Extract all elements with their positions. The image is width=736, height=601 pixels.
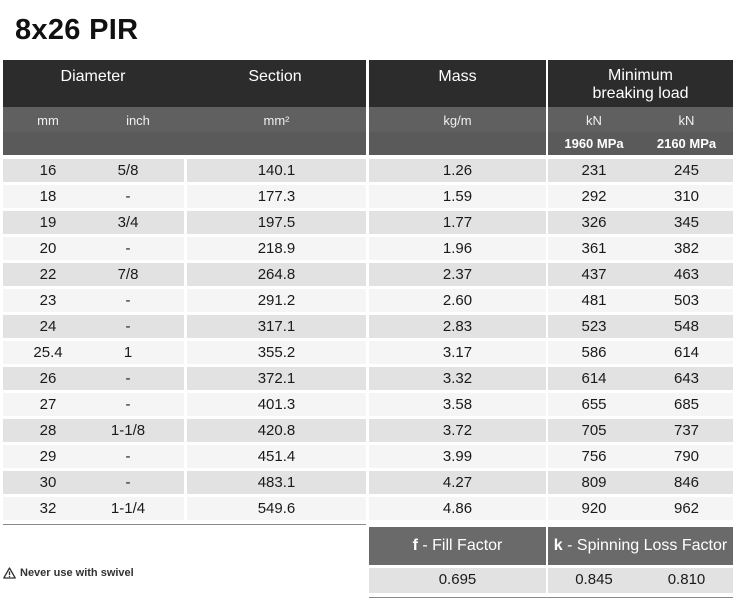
unit-inch: inch xyxy=(126,113,150,128)
cell-diameter-inch: 1-1/4 xyxy=(110,500,146,517)
table-row xyxy=(0,211,736,234)
cell-diameter-inch: 1-1/8 xyxy=(110,422,146,439)
subheader-blank-mass xyxy=(369,132,546,155)
cell-breaking-1960: 523 xyxy=(581,318,607,335)
cell-section: 451.4 xyxy=(257,448,296,465)
cell-breaking-2160: 463 xyxy=(673,266,700,283)
cell-breaking-2160: 548 xyxy=(673,318,700,335)
cell-diameter-mm: 19 xyxy=(39,214,57,231)
unit-kn-1: kN xyxy=(586,113,602,128)
table-row xyxy=(0,237,736,260)
table-bottom-divider xyxy=(3,524,366,525)
fill-factor-value: 0.695 xyxy=(438,571,477,588)
cell-diameter-mm: 32 xyxy=(39,500,57,517)
cell-breaking-1960: 809 xyxy=(581,474,607,491)
units-row-breaking xyxy=(548,107,733,132)
cell-breaking-1960: 655 xyxy=(581,396,607,413)
cell-breaking-1960: 705 xyxy=(581,422,607,439)
warning-text: Never use with swivel xyxy=(20,567,134,579)
fill-factor-title xyxy=(369,537,546,555)
cell-diameter-mm: 30 xyxy=(39,474,57,491)
table-row xyxy=(0,419,736,442)
cell-section: 355.2 xyxy=(257,344,296,361)
cell-breaking-2160: 310 xyxy=(673,188,700,205)
cell-mass: 2.60 xyxy=(442,292,473,309)
cell-breaking-2160: 643 xyxy=(673,370,700,387)
cell-diameter-mm: 28 xyxy=(39,422,57,439)
spinning-loss-title xyxy=(548,537,733,555)
table-row xyxy=(0,185,736,208)
fill-factor-symbol: f xyxy=(412,537,418,554)
cell-diameter-mm: 25.4 xyxy=(33,344,63,361)
cell-breaking-2160: 503 xyxy=(673,292,700,309)
grade-1960: 1960 MPa xyxy=(564,136,624,151)
header-diameter-label: Diameter xyxy=(60,68,126,85)
header-diameter-section xyxy=(3,60,366,107)
cell-breaking-2160: 846 xyxy=(673,474,700,491)
table-row xyxy=(0,445,736,468)
grade-2160: 2160 MPa xyxy=(656,136,717,151)
cell-diameter-inch: - xyxy=(125,448,131,465)
cell-breaking-2160: 614 xyxy=(673,344,700,361)
cell-diameter-inch: - xyxy=(125,396,131,413)
cell-diameter-mm: 24 xyxy=(39,318,57,335)
header-mass xyxy=(369,60,546,107)
cell-diameter-inch: 5/8 xyxy=(117,162,139,179)
table-row xyxy=(0,263,736,286)
cell-breaking-1960: 481 xyxy=(581,292,607,309)
cell-mass: 1.96 xyxy=(442,240,473,257)
cell-mass: 3.58 xyxy=(442,396,473,413)
cell-diameter-inch: 1 xyxy=(123,344,133,361)
cell-diameter-mm: 18 xyxy=(39,188,57,205)
subheader-blank-left xyxy=(3,132,366,155)
header-mass-label: Mass xyxy=(438,68,477,85)
cell-diameter-mm: 16 xyxy=(39,162,57,179)
cell-mass: 3.32 xyxy=(442,370,473,387)
table-row xyxy=(0,341,736,364)
cell-mass: 1.77 xyxy=(442,214,473,231)
cell-section: 218.9 xyxy=(257,240,296,257)
cell-breaking-1960: 231 xyxy=(581,162,607,179)
unit-mm2: mm² xyxy=(263,113,290,128)
cell-diameter-inch: - xyxy=(125,370,131,387)
spinning-loss-label: - Spinning Loss Factor xyxy=(562,537,728,554)
cell-breaking-1960: 361 xyxy=(581,240,607,257)
spinning-loss-value-2160: 0.810 xyxy=(667,571,706,588)
cell-mass: 4.27 xyxy=(442,474,473,491)
unit-kgm: kg/m xyxy=(443,113,472,128)
cell-breaking-1960: 437 xyxy=(581,266,607,283)
swivel-warning xyxy=(3,567,134,579)
cell-breaking-2160: 382 xyxy=(673,240,700,257)
fill-factor-header xyxy=(369,527,546,565)
page-title: 8x26 PIR xyxy=(15,14,139,46)
cell-section: 483.1 xyxy=(257,474,296,491)
spinning-loss-value-cell xyxy=(548,568,733,593)
cell-diameter-inch: 3/4 xyxy=(117,214,139,231)
table-row xyxy=(0,289,736,312)
cell-breaking-1960: 326 xyxy=(581,214,607,231)
header-breaking-label xyxy=(548,67,733,103)
table-row xyxy=(0,393,736,416)
table-row xyxy=(0,497,736,520)
header-breaking-load xyxy=(548,60,733,107)
warning-triangle-icon xyxy=(3,567,16,579)
table-row xyxy=(0,315,736,338)
cell-breaking-1960: 292 xyxy=(581,188,607,205)
header-breaking-line1: Minimum xyxy=(608,67,673,84)
table-row xyxy=(0,471,736,494)
spinning-loss-symbol: k xyxy=(553,537,563,554)
cell-mass: 3.99 xyxy=(442,448,473,465)
cell-section: 372.1 xyxy=(257,370,296,387)
cell-breaking-2160: 685 xyxy=(673,396,700,413)
cell-diameter-mm: 23 xyxy=(39,292,57,309)
cell-breaking-2160: 962 xyxy=(673,500,700,517)
unit-mm: mm xyxy=(37,113,59,128)
cell-section: 291.2 xyxy=(257,292,296,309)
cell-mass: 1.59 xyxy=(442,188,473,205)
fill-factor-label: - Fill Factor xyxy=(417,537,503,554)
subheader-grades xyxy=(548,132,733,155)
cell-diameter-inch: 7/8 xyxy=(117,266,139,283)
cell-section: 317.1 xyxy=(257,318,296,335)
cell-breaking-1960: 614 xyxy=(581,370,607,387)
cell-section: 140.1 xyxy=(257,162,296,179)
cell-diameter-inch: - xyxy=(125,318,131,335)
cell-breaking-1960: 586 xyxy=(581,344,607,361)
cell-diameter-inch: - xyxy=(125,474,131,491)
factor-bottom-divider xyxy=(369,597,733,598)
cell-mass: 3.72 xyxy=(442,422,473,439)
spinning-loss-factor-header xyxy=(548,527,733,565)
units-row-mass xyxy=(369,107,546,132)
cell-breaking-1960: 920 xyxy=(581,500,607,517)
table-row xyxy=(0,159,736,182)
cell-breaking-1960: 756 xyxy=(581,448,607,465)
cell-diameter-mm: 27 xyxy=(39,396,57,413)
cell-breaking-2160: 245 xyxy=(673,162,700,179)
cell-diameter-mm: 20 xyxy=(39,240,57,257)
unit-kn-2: kN xyxy=(678,113,695,128)
fill-factor-value-cell xyxy=(369,568,546,593)
cell-diameter-mm: 22 xyxy=(39,266,57,283)
cell-breaking-2160: 790 xyxy=(673,448,700,465)
cell-breaking-2160: 345 xyxy=(673,214,700,231)
header-breaking-line2: breaking load xyxy=(592,85,689,102)
table-row xyxy=(0,367,736,390)
cell-mass: 2.83 xyxy=(442,318,473,335)
cell-mass: 1.26 xyxy=(442,162,473,179)
cell-breaking-2160: 737 xyxy=(673,422,700,439)
spinning-loss-value-1960: 0.845 xyxy=(575,571,613,588)
cell-section: 420.8 xyxy=(257,422,296,439)
units-row-diameter-section xyxy=(3,107,366,132)
cell-diameter-inch: - xyxy=(125,292,131,309)
cell-section: 549.6 xyxy=(257,500,296,517)
header-section-label: Section xyxy=(248,68,302,85)
cell-diameter-mm: 29 xyxy=(39,448,57,465)
cell-diameter-inch: - xyxy=(125,240,131,257)
cell-section: 401.3 xyxy=(257,396,296,413)
cell-diameter-mm: 26 xyxy=(39,370,57,387)
cell-section: 264.8 xyxy=(257,266,296,283)
cell-diameter-inch: - xyxy=(125,188,131,205)
cell-section: 177.3 xyxy=(257,188,296,205)
cell-mass: 3.17 xyxy=(442,344,473,361)
cell-section: 197.5 xyxy=(257,214,296,231)
cell-mass: 4.86 xyxy=(442,500,473,517)
cell-mass: 2.37 xyxy=(442,266,473,283)
